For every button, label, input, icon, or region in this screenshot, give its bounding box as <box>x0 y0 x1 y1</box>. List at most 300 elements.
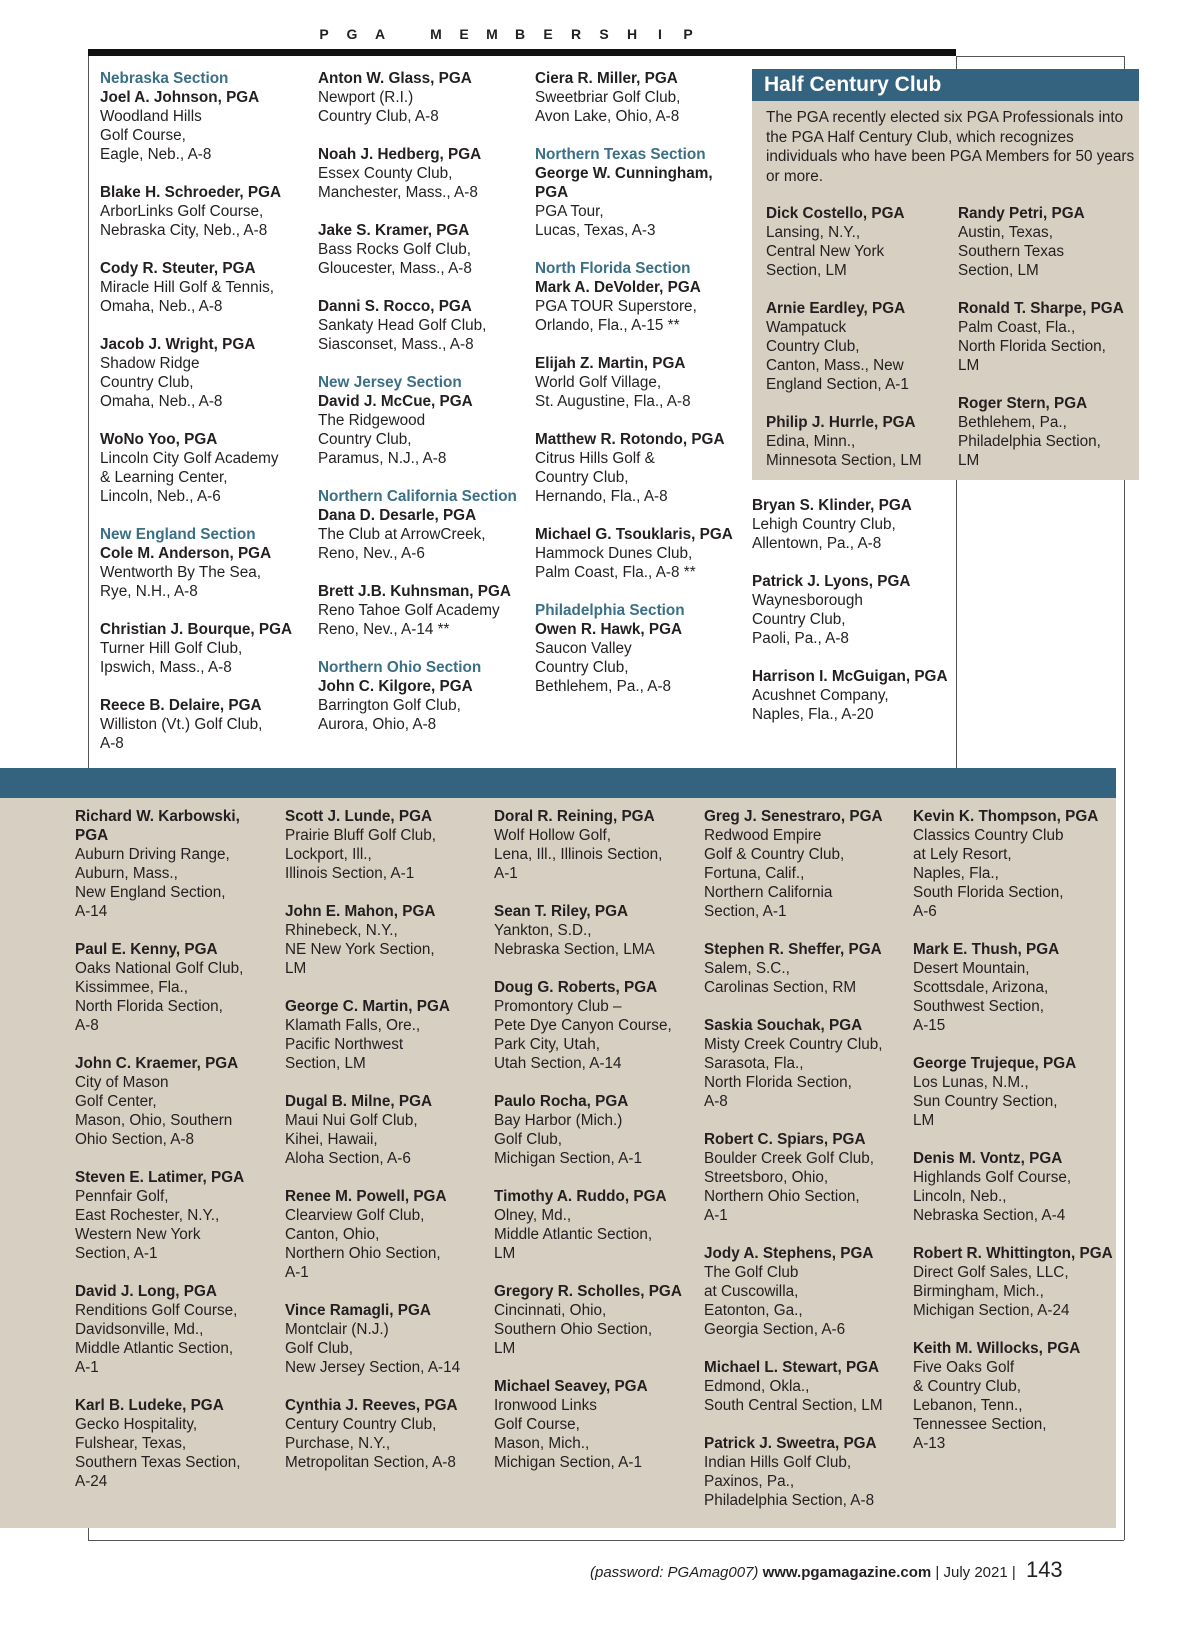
member-detail: Central New York <box>766 243 885 260</box>
member-entry <box>535 145 745 240</box>
running-head-letter: G <box>346 26 358 42</box>
section-band <box>0 768 1116 798</box>
member-name: Matthew R. Rotondo, PGA <box>535 431 725 448</box>
member-name: Bryan S. Klinder, PGA <box>752 497 912 514</box>
member-detail: A-1 <box>75 1359 99 1376</box>
member-name: Robert R. Whittington, PGA <box>913 1245 1113 1262</box>
bottom-column-4 <box>704 807 909 1529</box>
member-detail: A-8 <box>704 1093 728 1110</box>
member-detail: The Golf Club <box>704 1264 799 1281</box>
member-detail: Canton, Ohio, <box>285 1226 380 1243</box>
member-detail: Purchase, N.Y., <box>285 1435 391 1452</box>
member-name: Richard W. Karbowski, PGA <box>75 808 240 844</box>
member-detail: Kihei, Hawaii, <box>285 1131 378 1148</box>
member-detail: Lebanon, Tenn., <box>913 1397 1023 1414</box>
member-detail: Lansing, N.Y., <box>766 224 861 241</box>
member-detail: Sun Country Section, <box>913 1093 1058 1110</box>
member-detail: Middle Atlantic Section, <box>494 1226 653 1243</box>
member-detail: North Florida Section, <box>704 1074 852 1091</box>
member-detail: Golf Course, <box>100 127 186 144</box>
top-column-2 <box>318 69 523 753</box>
member-detail: Edmond, Okla., <box>704 1378 810 1395</box>
member-entry <box>766 299 958 394</box>
member-name: Jacob J. Wright, PGA <box>100 336 256 353</box>
member-detail: Scottsdale, Arizona, <box>913 979 1049 996</box>
member-detail: Nebraska Section, LMA <box>494 941 655 958</box>
top-column-3 <box>535 69 745 715</box>
member-name: Ciera R. Miller, PGA <box>535 70 678 87</box>
member-detail: St. Augustine, Fla., A-8 <box>535 393 691 410</box>
member-detail: South Central Section, LM <box>704 1397 883 1414</box>
member-detail: World Golf Village, <box>535 374 662 391</box>
member-detail: Wolf Hollow Golf, <box>494 827 612 844</box>
member-detail: Palm Coast, Fla., A-8 ** <box>535 564 696 581</box>
member-name: Jake S. Kramer, PGA <box>318 222 470 239</box>
member-detail: Section, A-1 <box>75 1245 158 1262</box>
member-entry <box>318 221 523 278</box>
footer-separator: | <box>935 1564 940 1581</box>
member-detail: Klamath Falls, Ore., <box>285 1017 421 1034</box>
running-head-letter: A <box>374 26 386 42</box>
member-name: Renee M. Powell, PGA <box>285 1188 447 1205</box>
member-detail: Miracle Hill Golf & Tennis, <box>100 279 274 296</box>
member-name: Dugal B. Milne, PGA <box>285 1093 433 1110</box>
member-detail: South Florida Section, <box>913 884 1064 901</box>
member-entry <box>285 1396 490 1472</box>
running-head-letter: P <box>683 26 693 42</box>
member-detail: Direct Golf Sales, LLC, <box>913 1264 1069 1281</box>
member-detail: Michigan Section, A-24 <box>913 1302 1070 1319</box>
member-name: Doral R. Reining, PGA <box>494 808 655 825</box>
member-entry <box>285 1092 490 1168</box>
member-detail: Golf Center, <box>75 1093 157 1110</box>
member-detail: Avon Lake, Ohio, A-8 <box>535 108 680 125</box>
member-detail: Highlands Golf Course, <box>913 1169 1072 1186</box>
member-detail: Section, LM <box>766 262 847 279</box>
member-detail: Philadelphia Section, A-8 <box>704 1492 875 1509</box>
member-name: Anton W. Glass, PGA <box>318 70 472 87</box>
member-entry <box>318 297 523 354</box>
section-heading: Philadelphia Section <box>535 602 685 619</box>
member-detail: Promontory Club – <box>494 998 622 1015</box>
member-detail: Bethlehem, Pa., A-8 <box>535 678 672 695</box>
member-name: Mark A. DeVolder, PGA <box>535 279 701 296</box>
member-detail: Reno Tahoe Golf Academy <box>318 602 500 619</box>
member-entry <box>75 1282 275 1377</box>
member-entry <box>704 940 909 997</box>
member-name: Cody R. Steuter, PGA <box>100 260 256 277</box>
member-detail: Country Club, <box>100 374 194 391</box>
member-detail: Pete Dye Canyon Course, <box>494 1017 672 1034</box>
member-detail: Country Club, <box>535 469 629 486</box>
member-detail: Sweetbriar Golf Club, <box>535 89 681 106</box>
member-detail: Golf & Country Club, <box>704 846 845 863</box>
member-entry <box>318 373 523 468</box>
member-detail: Golf Course, <box>494 1416 580 1433</box>
member-detail: Classics Country Club <box>913 827 1064 844</box>
member-detail: Ironwood Links <box>494 1397 597 1414</box>
member-entry <box>913 1244 1118 1320</box>
member-entry <box>494 807 699 883</box>
member-detail: Misty Creek Country Club, <box>704 1036 883 1053</box>
member-entry <box>318 582 523 639</box>
member-detail: ArborLinks Golf Course, <box>100 203 264 220</box>
member-detail: Golf Club, <box>494 1131 563 1148</box>
member-detail: A-24 <box>75 1473 108 1490</box>
member-entry <box>494 1282 699 1358</box>
member-name: David J. Long, PGA <box>75 1283 217 1300</box>
member-detail: Citrus Hills Golf & <box>535 450 655 467</box>
member-detail: Cincinnati, Ohio, <box>494 1302 607 1319</box>
member-detail: Eatonton, Ga., <box>704 1302 803 1319</box>
member-name: Karl B. Ludeke, PGA <box>75 1397 224 1414</box>
member-name: Scott J. Lunde, PGA <box>285 808 433 825</box>
member-name: Owen R. Hawk, PGA <box>535 621 683 638</box>
member-detail: Utah Section, A-14 <box>494 1055 622 1072</box>
member-detail: Woodland Hills <box>100 108 202 125</box>
member-detail: PGA Tour, <box>535 203 604 220</box>
member-entry <box>535 430 745 506</box>
member-detail: Carolinas Section, RM <box>704 979 857 996</box>
member-detail: Essex County Club, <box>318 165 453 182</box>
member-entry <box>318 658 523 734</box>
member-entry <box>75 807 275 921</box>
member-detail: Reno, Nev., A-6 <box>318 545 425 562</box>
footer-url[interactable]: www.pgamagazine.com <box>762 1564 932 1581</box>
member-detail: Section, LM <box>958 262 1039 279</box>
member-detail: Wentworth By The Sea, <box>100 564 261 581</box>
member-name: George C. Martin, PGA <box>285 998 450 1015</box>
member-detail: Tennessee Section, <box>913 1416 1047 1433</box>
member-entry <box>958 299 1138 375</box>
member-entry <box>100 525 305 601</box>
section-heading: Northern Ohio Section <box>318 659 482 676</box>
member-detail: Georgia Section, A-6 <box>704 1321 846 1338</box>
member-detail: Northern Ohio Section, <box>704 1188 860 1205</box>
member-detail: & Learning Center, <box>100 469 228 486</box>
member-detail: Nebraska City, Neb., A-8 <box>100 222 268 239</box>
member-name: Cole M. Anderson, PGA <box>100 545 272 562</box>
member-entry <box>958 394 1138 470</box>
member-detail: Orlando, Fla., A-15 ** <box>535 317 680 334</box>
member-entry <box>704 1358 909 1415</box>
section-heading: Northern Texas Section <box>535 146 706 163</box>
member-detail: Fulshear, Texas, <box>75 1435 187 1452</box>
member-detail: North Florida Section, <box>958 338 1106 355</box>
member-detail: Pacific Northwest <box>285 1036 404 1053</box>
member-entry <box>766 413 958 470</box>
member-detail: Southern Ohio Section, <box>494 1321 653 1338</box>
member-detail: New England Section, <box>75 884 226 901</box>
member-entry <box>535 601 745 696</box>
member-detail: Rhinebeck, N.Y., <box>285 922 398 939</box>
member-detail: Sarasota, Fla., <box>704 1055 804 1072</box>
member-entry <box>75 940 275 1035</box>
member-name: Keith M. Willocks, PGA <box>913 1340 1081 1357</box>
member-detail: Northern Ohio Section, <box>285 1245 441 1262</box>
member-name: George Trujeque, PGA <box>913 1055 1077 1072</box>
member-entry <box>752 667 952 724</box>
member-entry <box>913 1149 1118 1225</box>
member-detail: Nebraska Section, A-4 <box>913 1207 1066 1224</box>
member-detail: Barrington Golf Club, <box>318 697 461 714</box>
member-detail: Lincoln, Neb., A-6 <box>100 488 221 505</box>
bottom-column-2 <box>285 807 490 1491</box>
member-detail: Bass Rocks Golf Club, <box>318 241 472 258</box>
footer-separator: | <box>1011 1564 1016 1581</box>
member-detail: A-1 <box>704 1207 728 1224</box>
top-rule <box>88 49 956 56</box>
frame-left-bottom <box>88 1528 89 1540</box>
member-detail: Aloha Section, A-6 <box>285 1150 411 1167</box>
member-detail: Golf Club, <box>285 1340 354 1357</box>
member-name: Kevin K. Thompson, PGA <box>913 808 1099 825</box>
member-detail: Rye, N.H., A-8 <box>100 583 198 600</box>
member-entry <box>285 902 490 978</box>
footer-date: July 2021 <box>943 1564 1008 1581</box>
member-name: Timothy A. Ruddo, PGA <box>494 1188 667 1205</box>
member-detail: A-6 <box>913 903 937 920</box>
member-detail: Aurora, Ohio, A-8 <box>318 716 437 733</box>
member-detail: NE New York Section, <box>285 941 435 958</box>
member-detail: LM <box>958 357 980 374</box>
member-entry <box>100 259 305 316</box>
member-detail: Montclair (N.J.) <box>285 1321 389 1338</box>
member-entry <box>704 1244 909 1339</box>
running-head-letter: E <box>543 26 553 42</box>
member-detail: Southern Texas Section, <box>75 1454 241 1471</box>
member-detail: Streetsboro, Ohio, <box>704 1169 829 1186</box>
member-detail: LM <box>913 1112 935 1129</box>
member-detail: LM <box>285 960 307 977</box>
member-name: Harrison I. McGuigan, PGA <box>752 668 948 685</box>
member-entry <box>100 620 305 677</box>
member-detail: A-1 <box>494 865 518 882</box>
top-column-1 <box>100 69 305 772</box>
member-detail: Section, LM <box>285 1055 366 1072</box>
member-detail: Birmingham, Mich., <box>913 1283 1044 1300</box>
member-entry <box>318 487 523 563</box>
running-head-letter: S <box>599 26 609 42</box>
member-entry <box>704 1130 909 1225</box>
member-name: Robert C. Spiars, PGA <box>704 1131 866 1148</box>
member-detail: Naples, Fla., A-20 <box>752 706 874 723</box>
page-number: 143 <box>1025 1557 1063 1582</box>
half-century-intro: The PGA recently elected six PGA Professionals into the PGA Half Century Club, which recognizes individuals who have been PGA Members for 50 years or more. <box>766 109 1135 185</box>
member-entry <box>75 1168 275 1263</box>
member-detail: A-8 <box>75 1017 99 1034</box>
member-entry <box>752 496 952 553</box>
member-name: Vince Ramagli, PGA <box>285 1302 431 1319</box>
member-detail: Yankton, S.D., <box>494 922 592 939</box>
member-name: Doug G. Roberts, PGA <box>494 979 658 996</box>
member-entry <box>913 807 1118 921</box>
member-detail: Country Club, <box>766 338 860 355</box>
bottom-column-5 <box>913 807 1118 1472</box>
member-entry <box>913 1339 1118 1453</box>
member-name: Denis M. Vontz, PGA <box>913 1150 1063 1167</box>
running-head <box>310 26 702 42</box>
member-name: George W. Cunningham, PGA <box>535 165 713 201</box>
member-detail: Country Club, <box>318 431 412 448</box>
member-detail: Middle Atlantic Section, <box>75 1340 234 1357</box>
member-detail: Gecko Hospitality, <box>75 1416 198 1433</box>
member-detail: Wampatuck <box>766 319 847 336</box>
member-name: Paul E. Kenny, PGA <box>75 941 218 958</box>
member-detail: Lucas, Texas, A-3 <box>535 222 656 239</box>
member-detail: Newport (R.I.) <box>318 89 414 106</box>
member-detail: Sankaty Head Golf Club, <box>318 317 487 334</box>
member-entry <box>100 430 305 506</box>
member-detail: Omaha, Neb., A-8 <box>100 393 223 410</box>
member-entry <box>704 1434 909 1510</box>
member-entry <box>285 997 490 1073</box>
bottom-column-1 <box>75 807 275 1510</box>
member-detail: A-8 <box>100 735 124 752</box>
member-entry <box>100 183 305 240</box>
member-entry <box>494 978 699 1073</box>
member-detail: A-1 <box>285 1264 309 1281</box>
member-detail: The Club at ArrowCreek, <box>318 526 486 543</box>
member-entry <box>535 69 745 126</box>
member-entry <box>75 1396 275 1491</box>
member-entry <box>704 1016 909 1111</box>
member-name: Ronald T. Sharpe, PGA <box>958 300 1124 317</box>
running-head-letter: M <box>430 26 442 42</box>
member-detail: Country Club, A-8 <box>318 108 439 125</box>
member-detail: Country Club, <box>752 611 846 628</box>
member-detail: Illinois Section, A-1 <box>285 865 415 882</box>
member-detail: Turner Hill Golf Club, <box>100 640 243 657</box>
member-name: Cynthia J. Reeves, PGA <box>285 1397 458 1414</box>
member-entry <box>285 1301 490 1377</box>
member-name: Stephen R. Sheffer, PGA <box>704 941 882 958</box>
member-name: Arnie Eardley, PGA <box>766 300 906 317</box>
member-name: Dana D. Desarle, PGA <box>318 507 477 524</box>
member-detail: Michigan Section, A-1 <box>494 1150 642 1167</box>
member-name: Mark E. Thush, PGA <box>913 941 1060 958</box>
member-entry <box>494 1377 699 1472</box>
member-detail: Oaks National Golf Club, <box>75 960 244 977</box>
member-name: Saskia Souchak, PGA <box>704 1017 863 1034</box>
running-head-letter: B <box>514 26 526 42</box>
member-detail: Olney, Md., <box>494 1207 572 1224</box>
member-detail: Maui Nui Golf Club, <box>285 1112 418 1129</box>
member-name: Elijah Z. Martin, PGA <box>535 355 686 372</box>
member-detail: Clearview Golf Club, <box>285 1207 425 1224</box>
member-detail: A-15 <box>913 1017 946 1034</box>
member-detail: Section, A-1 <box>704 903 787 920</box>
member-entry <box>494 1092 699 1168</box>
footer-password: (password: PGAmag007) <box>590 1564 759 1581</box>
member-entry <box>494 1187 699 1263</box>
member-entry <box>100 696 305 753</box>
member-detail: Century Country Club, <box>285 1416 437 1433</box>
member-name: Reece B. Delaire, PGA <box>100 697 262 714</box>
member-entry <box>318 145 523 202</box>
member-detail: LM <box>494 1340 516 1357</box>
member-detail: Philadelphia Section, <box>958 433 1101 450</box>
member-detail: Davidsonville, Md., <box>75 1321 204 1338</box>
member-detail: Los Lunas, N.M., <box>913 1074 1029 1091</box>
member-detail: Bethlehem, Pa., <box>958 414 1067 431</box>
member-detail: Manchester, Mass., A-8 <box>318 184 478 201</box>
running-head-letter: I <box>658 26 662 42</box>
member-name: Christian J. Bourque, PGA <box>100 621 293 638</box>
frame-top-right <box>956 56 1124 57</box>
member-entry <box>535 354 745 411</box>
member-detail: Boulder Creek Golf Club, <box>704 1150 875 1167</box>
member-detail: Eagle, Neb., A-8 <box>100 146 212 163</box>
half-century-left <box>766 204 958 489</box>
page-footer <box>590 1559 1063 1584</box>
member-entry <box>100 335 305 411</box>
member-name: Danni S. Rocco, PGA <box>318 298 472 315</box>
member-detail: Naples, Fla., <box>913 865 999 882</box>
member-detail: Lehigh Country Club, <box>752 516 896 533</box>
member-entry <box>100 69 305 164</box>
member-detail: Park City, Utah, <box>494 1036 600 1053</box>
member-detail: Siasconset, Mass., A-8 <box>318 336 474 353</box>
running-head-letter: H <box>626 26 638 42</box>
member-detail: Canton, Mass., New <box>766 357 904 374</box>
member-detail: Desert Mountain, <box>913 960 1030 977</box>
member-detail: Indian Hills Golf Club, <box>704 1454 852 1471</box>
member-name: Sean T. Riley, PGA <box>494 903 629 920</box>
member-detail: Country Club, <box>535 659 629 676</box>
member-detail: Mason, Ohio, Southern <box>75 1112 233 1129</box>
member-name: Brett J.B. Kuhnsman, PGA <box>318 583 511 600</box>
member-detail: Hernando, Fla., A-8 <box>535 488 668 505</box>
member-name: Joel A. Johnson, PGA <box>100 89 260 106</box>
member-name: Blake H. Schroeder, PGA <box>100 184 282 201</box>
member-name: Roger Stern, PGA <box>958 395 1088 412</box>
member-name: Philip J. Hurrle, PGA <box>766 414 916 431</box>
member-detail: Austin, Texas, <box>958 224 1053 241</box>
member-detail: The Ridgewood <box>318 412 426 429</box>
member-entry <box>913 940 1118 1035</box>
member-detail: Shadow Ridge <box>100 355 200 372</box>
member-name: Patrick J. Lyons, PGA <box>752 573 911 590</box>
member-detail: Five Oaks Golf <box>913 1359 1015 1376</box>
member-detail: Metropolitan Section, A-8 <box>285 1454 456 1471</box>
member-entry <box>958 204 1138 280</box>
member-detail: Paxinos, Pa., <box>704 1473 795 1490</box>
member-detail: Paramus, N.J., A-8 <box>318 450 447 467</box>
section-heading: Nebraska Section <box>100 70 229 87</box>
member-detail: Southern Texas <box>958 243 1065 260</box>
member-name: Michael G. Tsouklaris, PGA <box>535 526 733 543</box>
member-name: Paulo Rocha, PGA <box>494 1093 629 1110</box>
member-detail: Auburn Driving Range, <box>75 846 230 863</box>
member-detail: at Lely Resort, <box>913 846 1012 863</box>
member-entry <box>318 69 523 126</box>
member-detail: North Florida Section, <box>75 998 223 1015</box>
member-detail: New Jersey Section, A-14 <box>285 1359 461 1376</box>
member-name: WoNo Yoo, PGA <box>100 431 218 448</box>
member-detail: A-13 <box>913 1435 946 1452</box>
member-detail: Prairie Bluff Golf Club, <box>285 827 437 844</box>
member-detail: Pennfair Golf, <box>75 1188 169 1205</box>
member-detail: Michigan Section, A-1 <box>494 1454 642 1471</box>
member-detail: PGA TOUR Superstore, <box>535 298 697 315</box>
member-entry <box>913 1054 1118 1130</box>
member-detail: Fortuna, Calif., <box>704 865 805 882</box>
bottom-column-3 <box>494 807 699 1491</box>
member-detail: City of Mason <box>75 1074 169 1091</box>
running-head-letter: E <box>459 26 469 42</box>
half-century-title: Half Century Club <box>752 69 1139 101</box>
